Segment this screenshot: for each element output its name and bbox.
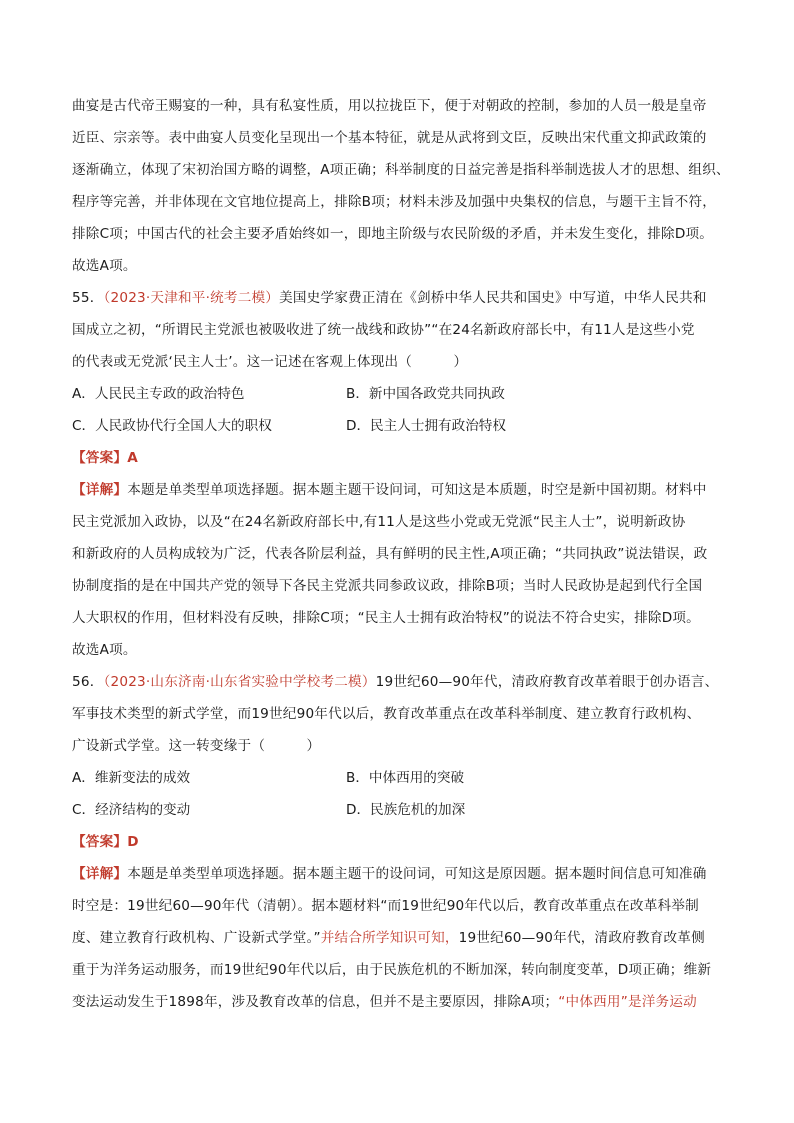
detail-text: 度、建立教育行政机构、广设新式学堂。” bbox=[72, 930, 321, 946]
detail-line bbox=[72, 992, 697, 1012]
detail-line: 人大职权的作用，但材料没有反映，排除C项；“民主人士拥有政治特权”的说法不符合史实，排除D项。 bbox=[72, 610, 700, 626]
detail-line: 协制度指的是在中国共产党的领导下各民主党派共同参政议政，排除B项；当时人民政协是起到代行全国 bbox=[72, 578, 703, 594]
answer-tag: 【答案】 bbox=[72, 834, 128, 850]
question-source: （2023·山东济南·山东省实验中学校考二模） bbox=[103, 674, 376, 690]
question-number: 55． bbox=[72, 290, 104, 306]
detail-text-highlight: “中体西用”是洋务运动 bbox=[558, 994, 697, 1010]
option-c: C．人民政协代行全国人大的职权 bbox=[72, 418, 272, 434]
detail-text: 19世纪60—90年代，清政府教育改革侧 bbox=[458, 930, 705, 946]
detail-tag: 【详解】 bbox=[72, 482, 128, 498]
answer-value: A bbox=[127, 450, 138, 466]
option-c: C．经济结构的变动 bbox=[72, 802, 191, 818]
answer-value: D bbox=[127, 834, 139, 850]
text-line: 逐渐确立，体现了宋初治国方略的调整，A项正确；科举制度的日益完善是指科举制选拔人才的思想、组织、 bbox=[72, 162, 730, 178]
detail-text: 本题是单类型单项选择题。据本题主题干的设问词，可知这是原因题。据本题时间信息可知准确 bbox=[127, 866, 707, 882]
question-source: （2023·天津和平·统考二模） bbox=[103, 290, 280, 306]
question-55-header bbox=[72, 288, 707, 308]
detail-line: 故选A项。 bbox=[72, 642, 137, 658]
detail-line bbox=[72, 480, 707, 500]
question-stem: 19世纪60—90年代，清政府教育改革着眼于创办语言、 bbox=[375, 674, 719, 690]
text-line: 故选A项。 bbox=[72, 258, 137, 274]
option-a: A．维新变法的成效 bbox=[72, 770, 191, 786]
answer-line bbox=[72, 832, 139, 852]
detail-line: 重于为洋务运动服务，而19世纪90年代以后，由于民族危机的不断加深，转向制度变革，D项正确；维新 bbox=[72, 962, 712, 978]
answer-line bbox=[72, 448, 138, 468]
question-stem: 美国史学家费正清在《剑桥中华人民共和国史》中写道，中华人民共和 bbox=[279, 290, 707, 306]
detail-line bbox=[72, 864, 707, 884]
question-number: 56． bbox=[72, 674, 104, 690]
question-stem-line: 的代表或无党派‘民主人士’。这一记述在客观上体现出（ ） bbox=[72, 354, 468, 370]
detail-text: 变法运动发生于1898年，涉及教育改革的信息，但并不是主要原因，排除A项； bbox=[72, 994, 559, 1010]
text-line: 近臣、宗亲等。表中曲宴人员变化呈现出一个基本特征，就是从武将到文臣，反映出宋代重文抑武政策的 bbox=[72, 130, 707, 146]
question-stem-line: 广设新式学堂。这一转变缘于（ ） bbox=[72, 738, 321, 754]
question-56-header bbox=[72, 672, 718, 692]
detail-text: 本题是单类型单项选择题。据本题主题干设问词，可知这是本质题，时空是新中国初期。材料中 bbox=[127, 482, 707, 498]
text-line: 排除C项；中国古代的社会主要矛盾始终如一，即地主阶级与农民阶级的矛盾，并未发生变化，排除D项。 bbox=[72, 226, 714, 242]
option-d: D．民主人士拥有政治特权 bbox=[346, 418, 506, 434]
answer-tag: 【答案】 bbox=[72, 450, 128, 466]
detail-line: 民主党派加入政协，以及“在24名新政府部长中,有11人是这些小党或无党派“民主人士”，说明新政协 bbox=[72, 514, 686, 530]
detail-line bbox=[72, 928, 705, 948]
detail-text-highlight: 并结合所学知识可知， bbox=[320, 930, 459, 946]
option-b: B．中体西用的突破 bbox=[346, 770, 465, 786]
question-stem-line: 军事技术类型的新式学堂，而19世纪90年代以后，教育改革重点在改革科举制度、建立教育行政机构、 bbox=[72, 706, 701, 722]
text-line: 曲宴是古代帝王赐宴的一种，具有私宴性质，用以拉拢臣下，便于对朝政的控制，参加的人员一般是皇帝 bbox=[72, 98, 707, 114]
detail-tag: 【详解】 bbox=[72, 866, 128, 882]
question-stem-line: 国成立之初，“所谓民主党派也被吸收进了统一战线和政协”“在24名新政府部长中，有11人是这些小党 bbox=[72, 322, 695, 338]
option-b: B．新中国各政党共同执政 bbox=[346, 386, 505, 402]
text-line: 程序等完善，并非体现在文官地位提高上，排除B项；材料未涉及加强中央集权的信息，与题干主旨不符， bbox=[72, 194, 717, 210]
detail-line: 时空是：19世纪60—90年代（清朝）。据本题材料“而19世纪90年代以后，教育改革重点在改革科举制 bbox=[72, 898, 699, 914]
option-d: D．民族危机的加深 bbox=[346, 802, 466, 818]
option-a: A．人民民主专政的政治特色 bbox=[72, 386, 245, 402]
detail-line: 和新政府的人员构成较为广泛，代表各阶层利益，具有鲜明的民主性,A项正确；“共同执政”说法错误，政 bbox=[72, 546, 708, 562]
